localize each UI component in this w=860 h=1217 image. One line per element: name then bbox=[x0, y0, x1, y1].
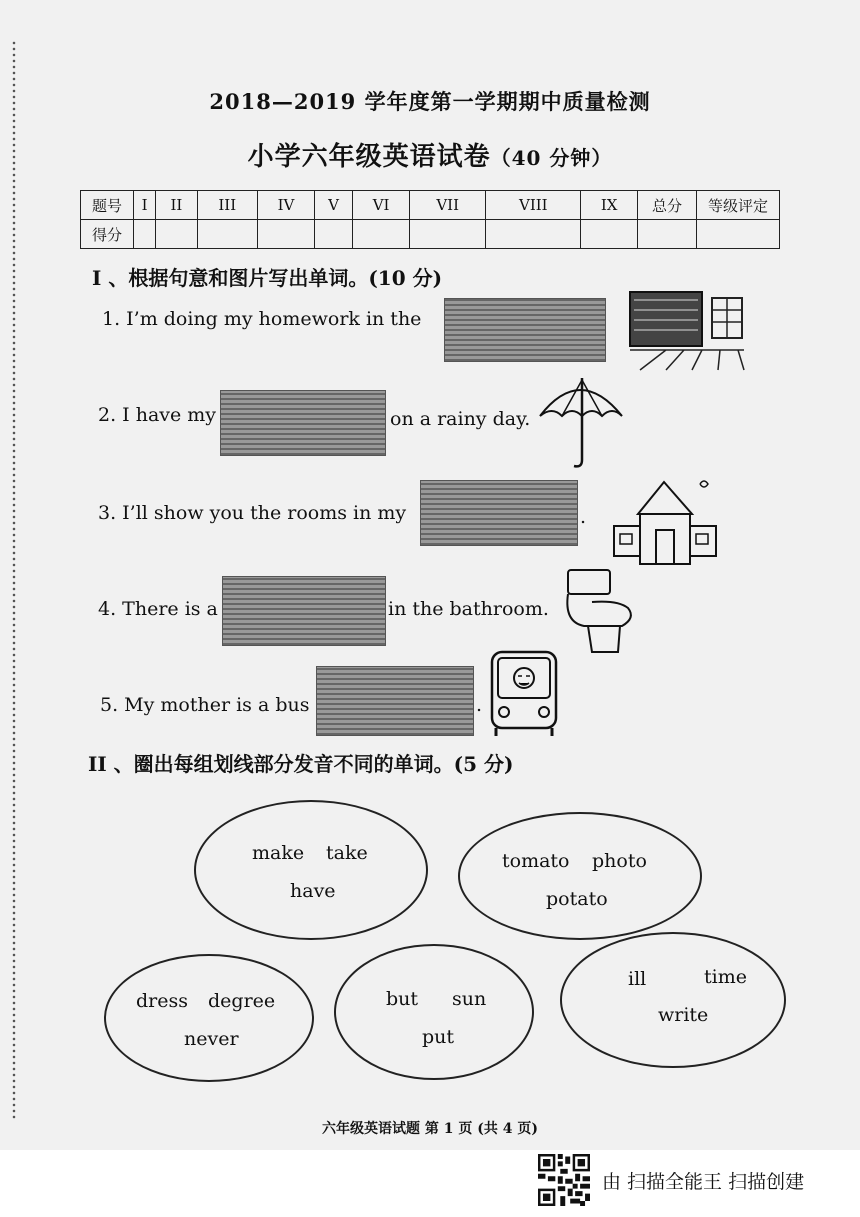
answer-blank-1[interactable] bbox=[444, 298, 606, 362]
word-group-2[interactable] bbox=[458, 812, 702, 940]
question-4-text: 4. There is a bbox=[98, 598, 218, 620]
scanner-text: 由 扫描全能王 扫描创建 bbox=[602, 1170, 805, 1193]
score-table bbox=[80, 190, 780, 249]
score-cell: 题号 bbox=[81, 191, 134, 220]
section-2-heading: II 、圈出每组划线部分发音不同的单词。(5 分) bbox=[88, 752, 514, 776]
word-ill[interactable]: ill bbox=[628, 968, 647, 990]
question-3-end: . bbox=[580, 506, 587, 528]
word-make[interactable]: make bbox=[252, 842, 305, 864]
answer-blank-5[interactable] bbox=[316, 666, 474, 736]
score-cell: IX bbox=[581, 191, 638, 220]
score-entry-cell bbox=[315, 220, 353, 249]
word-take[interactable]: take bbox=[326, 842, 368, 864]
score-table-score-row bbox=[81, 220, 780, 249]
binding-line bbox=[12, 40, 16, 1120]
score-cell: VI bbox=[353, 191, 410, 220]
answer-blank-3[interactable] bbox=[420, 480, 578, 546]
word-dress[interactable]: dress bbox=[136, 990, 188, 1012]
score-cell: 得分 bbox=[81, 220, 134, 249]
score-cell: IV bbox=[257, 191, 314, 220]
section-1-heading: I 、根据句意和图片写出单词。(10 分) bbox=[92, 266, 443, 290]
score-entry-cell bbox=[638, 220, 697, 249]
word-have[interactable]: have bbox=[290, 880, 336, 902]
qr-code-icon bbox=[538, 1154, 590, 1206]
scanner-watermark bbox=[538, 1152, 804, 1208]
answer-blank-4[interactable] bbox=[222, 576, 386, 646]
page-footer: 六年级英语试题 第 1 页 (共 4 页) bbox=[322, 1121, 538, 1137]
house-icon bbox=[608, 474, 720, 568]
score-cell: 总分 bbox=[638, 191, 697, 220]
question-2-text: 2. I have my bbox=[98, 404, 217, 426]
score-entry-cell bbox=[134, 220, 156, 249]
question-1-text: 1. I’m doing my homework in the bbox=[102, 308, 422, 330]
score-entry-cell bbox=[486, 220, 581, 249]
word-put[interactable]: put bbox=[422, 1026, 455, 1048]
word-photo[interactable]: photo bbox=[592, 850, 647, 872]
score-cell: I bbox=[134, 191, 156, 220]
exam-title: 2018—2019 学年度第一学期期中质量检测 bbox=[209, 89, 651, 114]
umbrella-icon bbox=[536, 372, 626, 472]
word-never[interactable]: never bbox=[184, 1028, 239, 1050]
score-entry-cell bbox=[156, 220, 197, 249]
question-5-text: 5. My mother is a bus bbox=[100, 694, 310, 716]
score-cell: V bbox=[315, 191, 353, 220]
score-entry-cell bbox=[197, 220, 257, 249]
subtitle-text: 小学六年级英语试卷 bbox=[247, 142, 491, 172]
question-5-end: . bbox=[476, 694, 483, 716]
score-entry-cell bbox=[697, 220, 780, 249]
word-group-5[interactable] bbox=[560, 932, 786, 1068]
exam-time: （40 分钟） bbox=[490, 146, 613, 170]
word-sun[interactable]: sun bbox=[452, 988, 487, 1010]
score-entry-cell bbox=[410, 220, 486, 249]
question-2-end: on a rainy day. bbox=[390, 408, 531, 430]
word-degree[interactable]: degree bbox=[208, 990, 276, 1012]
word-write[interactable]: write bbox=[658, 1004, 709, 1026]
score-entry-cell bbox=[581, 220, 638, 249]
word-tomato[interactable]: tomato bbox=[502, 850, 570, 872]
score-cell: VII bbox=[410, 191, 486, 220]
answer-blank-2[interactable] bbox=[220, 390, 386, 456]
word-group-1[interactable] bbox=[194, 800, 428, 940]
question-3-text: 3. I’ll show you the rooms in my bbox=[98, 502, 407, 524]
exam-subtitle bbox=[0, 136, 860, 173]
word-but[interactable]: but bbox=[386, 988, 419, 1010]
word-potato[interactable]: potato bbox=[546, 888, 608, 910]
score-cell: III bbox=[197, 191, 257, 220]
score-cell: II bbox=[156, 191, 197, 220]
score-cell: VIII bbox=[486, 191, 581, 220]
word-group-3[interactable] bbox=[104, 954, 314, 1082]
question-4-end: in the bathroom. bbox=[388, 598, 549, 620]
score-table-header-row bbox=[81, 191, 780, 220]
toilet-icon bbox=[562, 562, 642, 658]
bus-driver-icon bbox=[486, 648, 562, 738]
score-cell: 等级评定 bbox=[697, 191, 780, 220]
word-time[interactable]: time bbox=[704, 966, 747, 988]
score-entry-cell bbox=[353, 220, 410, 249]
word-group-4[interactable] bbox=[334, 944, 534, 1080]
study-room-icon bbox=[626, 290, 750, 372]
score-entry-cell bbox=[257, 220, 314, 249]
